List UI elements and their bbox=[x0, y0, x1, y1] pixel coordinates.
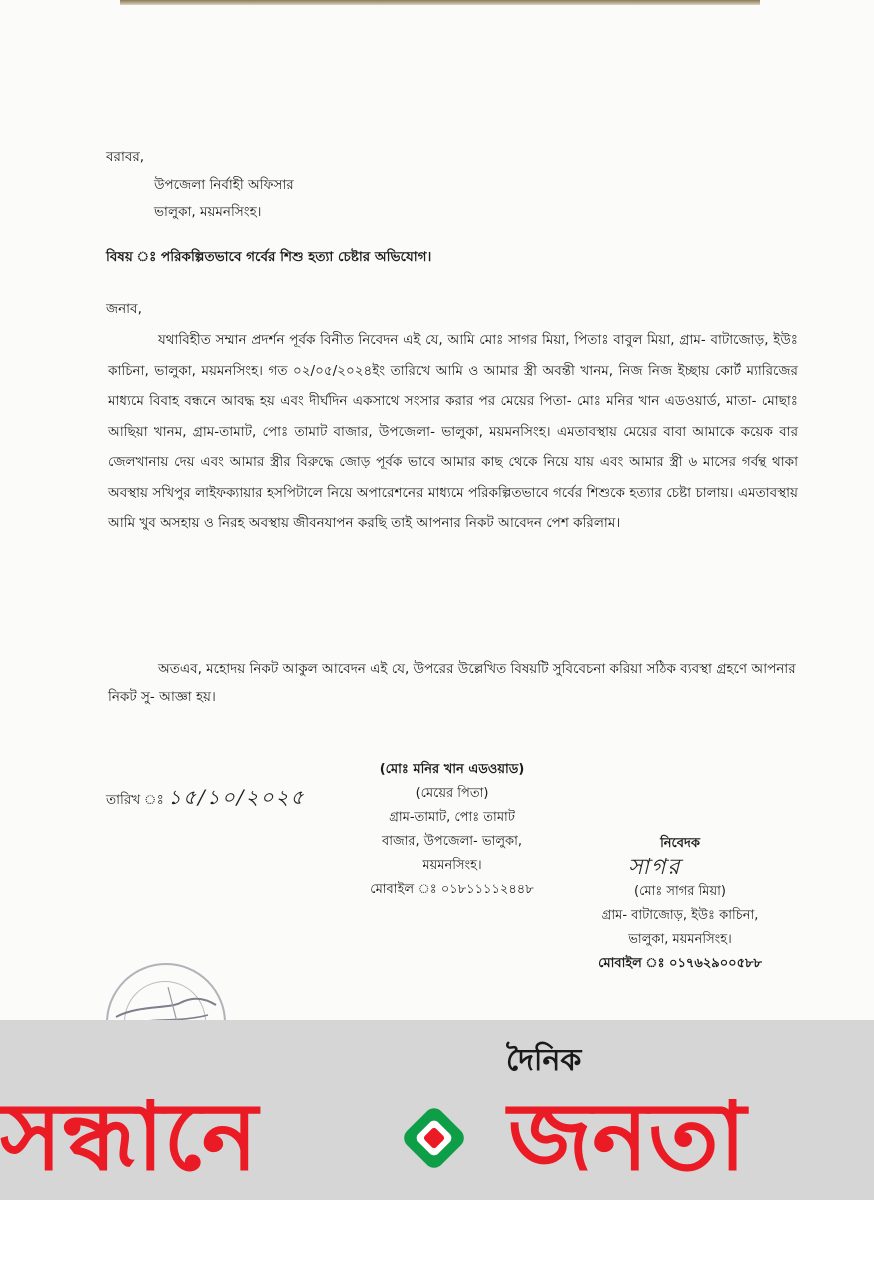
paper-top-edge bbox=[120, 0, 760, 5]
accused-address-1: গ্রাম-তামাট, পোঃ তামাট bbox=[389, 810, 515, 825]
watermark-diamond-logo-icon bbox=[396, 1100, 472, 1176]
salutation: জনাব, bbox=[106, 301, 142, 317]
recipient-address: ভালুকা, ময়মনসিংহ। bbox=[154, 204, 262, 220]
to-label: বরাবর, bbox=[106, 149, 145, 165]
applicant-mobile: মোবাইল ঃ ০১৭৬২৯০০৫৮৮ bbox=[598, 956, 762, 971]
date-row bbox=[106, 785, 306, 809]
watermark-right-text: জনতা bbox=[508, 1083, 746, 1192]
accused-mobile: মোবাইল ঃ ০১৮১১১১২৪৪৮ bbox=[370, 882, 534, 897]
body-paragraph: যথাবিহীত সম্মান প্রদর্শন পূর্বক বিনীত নিবেদন এই যে, আমি মোঃ সাগর মিয়া, পিতাঃ বাবুল মিয়া, গ্রাম- বাটাজোড়, ইউঃ কাচিনা, ভালুকা, ময়মনসিংহ। গত ০২/০৫/২০২৪ইং তারিখে আমি ও আমার স্ত্রী অবন্তী খানম, নিজ নিজ ইচ্ছায় কোর্ট ম্যারিজের মাধ্যমে বিবাহ বন্ধনে আবদ্ধ হয় এবং দীর্ঘদিন একসাথে সংসার করার পর মেয়ের পিতা- মোঃ মনির খান এডওয়ার্ড, মাতা- মোছাঃ আছিয়া খানম, গ্রাম-তামাট, পোঃ তামাট বাজার, উপজেলা- ভালুকা, ময়মনসিংহ। এমতাবস্থায় মেয়ের বাবা আমাকে কয়েক বার জেলখানায় দেয় এবং আমার স্ত্রীর বিরুদ্ধে জোড় পূর্বক ভাবে আমার কাছ থেকে নিয়ে যায় এবং আমার স্ত্রী ৬ মাসের গর্বন্থ থাকা অবস্থায় সখিপুর লাইফক্যায়ার হসপিটালে নিয়ে অপারেশনের মাধ্যমে পরিকল্পিতভাবে গর্বের শিশুকে হত্যার চেষ্টা চালায়। এমতাবস্থায় আমি খুব অসহায় ও নিরহ অবস্থায় জীবনযাপন করছি তাই আপনার নিকট আবেদন পেশ করিলাম। bbox=[108, 332, 798, 531]
applicant-block bbox=[580, 832, 780, 976]
date-value: ১৫/১০/২০২৫ bbox=[168, 785, 306, 809]
subject-line: বিষয় ঃ পরিকল্পিতভাবে গর্বের শিশু হত্যা চেষ্টার অভিযোগ। bbox=[106, 249, 432, 265]
applicant-address-2: ভালুকা, ময়মনসিংহ। bbox=[628, 932, 732, 947]
accused-address-3: ময়মনসিংহ। bbox=[422, 858, 482, 873]
applicant-address-1: গ্রাম- বাটাজোড়, ইউঃ কাচিনা, bbox=[601, 908, 759, 923]
page-bottom-margin bbox=[0, 1200, 874, 1280]
accused-relation: (মেয়ের পিতা) bbox=[415, 786, 489, 801]
watermark-left-text: সন্ধানে bbox=[0, 1083, 258, 1192]
closing-paragraph: অতএব, মহোদয় নিকট আকুল আবেদন এই যে, উপরের উল্লেখিত বিষয়টি সুবিবেচনা করিয়া সঠিক ব্যবস্থা গ্রহণে আপনার নিকট সু- আজ্ঞা হয়। bbox=[108, 661, 796, 705]
accused-name: (মোঃ মনির খান এডওয়াড) bbox=[379, 762, 525, 777]
applicant-signature: সাগর bbox=[628, 855, 682, 880]
accused-address-2: বাজার, উপজেলা- ভালুকা, bbox=[381, 834, 523, 849]
accused-block bbox=[352, 758, 552, 902]
closing-paragraph-container bbox=[108, 655, 798, 711]
applicant-name: (মোঃ সাগর মিয়া) bbox=[634, 884, 726, 899]
recipient-title: উপজেলা নির্বাহী অফিসার bbox=[154, 177, 294, 193]
date-label: তারিখ ঃ bbox=[106, 792, 164, 808]
watermark-daily: দৈনিক bbox=[506, 1043, 582, 1078]
applicant-label: নিবেদক bbox=[660, 836, 700, 851]
body-paragraph-container bbox=[108, 325, 798, 539]
